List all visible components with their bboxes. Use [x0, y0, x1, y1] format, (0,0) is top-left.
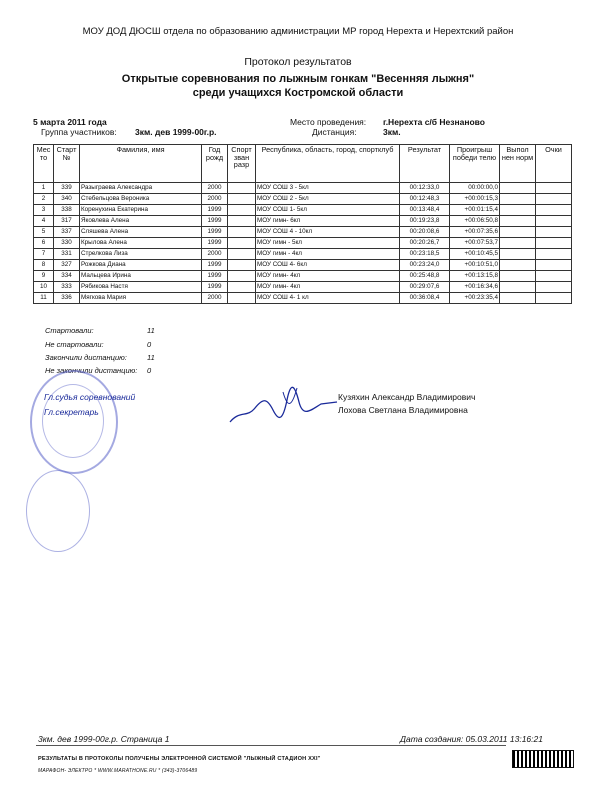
cell-birth-year: 1999 — [202, 271, 228, 282]
cell-sport-rank — [228, 216, 256, 227]
competition-title-line1: Открытые соревнования по лыжным гонкам "Весенняя лыжня" — [121, 73, 475, 85]
cell-club: МОУ СОШ 4 - 10кл — [256, 227, 400, 238]
col-header-club: Республика, область, город, спортклуб — [256, 145, 400, 183]
table-row — [34, 293, 572, 304]
place-label: Место проведения: — [290, 117, 367, 127]
cell-behind-winner: +00:23:35,4 — [450, 293, 500, 304]
cell-name: Рожкова Диана — [80, 260, 202, 271]
organization-line: МОУ ДОД ДЮСШ отдела по образованию администрации МР город Нерехта и Нерехтский район — [82, 26, 514, 37]
cell-place: 1 — [34, 183, 54, 194]
cell-place: 6 — [34, 238, 54, 249]
group-label: Группа участников: — [41, 127, 117, 137]
cell-start-number: 334 — [54, 271, 80, 282]
official-stamp-secondary — [26, 470, 90, 552]
cell-place: 8 — [34, 260, 54, 271]
cell-points — [536, 282, 572, 293]
col-header-start-number: Старт № — [54, 145, 80, 183]
table-row — [34, 282, 572, 293]
cell-club: МОУ гимн - 4кл — [256, 249, 400, 260]
cell-sport-rank — [228, 260, 256, 271]
cell-club: МОУ гимн- 4кл — [256, 282, 400, 293]
cell-result: 00:12:33,0 — [400, 183, 450, 194]
group-value: 3км. дев 1999-00г.р. — [135, 127, 217, 137]
secretary-name: Лохова Светлана Владимировна — [338, 405, 468, 415]
cell-norm — [500, 293, 536, 304]
cell-behind-winner: +00:10:51,0 — [450, 260, 500, 271]
col-header-norm: Выпол нен норм — [500, 145, 536, 183]
cell-norm — [500, 238, 536, 249]
cell-points — [536, 183, 572, 194]
cell-start-number: 340 — [54, 194, 80, 205]
cell-sport-rank — [228, 205, 256, 216]
table-row — [34, 238, 572, 249]
cell-start-number: 317 — [54, 216, 80, 227]
col-header-points: Очки — [536, 145, 572, 183]
cell-place: 10 — [34, 282, 54, 293]
started-label: Стартовали: — [45, 326, 94, 335]
cell-sport-rank — [228, 293, 256, 304]
table-row — [34, 260, 572, 271]
cell-start-number: 331 — [54, 249, 80, 260]
cell-club: МОУ СОШ 2 - 5кл — [256, 194, 400, 205]
cell-start-number: 338 — [54, 205, 80, 216]
cell-sport-rank — [228, 249, 256, 260]
footer-system-line: РЕЗУЛЬТАТЫ В ПРОТОКОЛЫ ПОЛУЧЕНЫ ЭЛЕКТРОННОЙ СИСТЕМОЙ "ЛЫЖНЫЙ СТАДИОН XXI" — [38, 756, 321, 762]
cell-behind-winner: +00:13:15,8 — [450, 271, 500, 282]
cell-behind-winner: +00:01:15,4 — [450, 205, 500, 216]
table-row — [34, 216, 572, 227]
distance-value: 3км. — [383, 127, 401, 137]
cell-points — [536, 216, 572, 227]
col-header-result: Результат — [400, 145, 450, 183]
ski-stadium-logo — [512, 750, 574, 768]
cell-norm — [500, 205, 536, 216]
cell-result: 00:13:48,4 — [400, 205, 450, 216]
cell-name: Стебельцова Вероника — [80, 194, 202, 205]
table-row — [34, 183, 572, 194]
cell-name: Рябикова Настя — [80, 282, 202, 293]
cell-place: 11 — [34, 293, 54, 304]
cell-name: Разыграева Александра — [80, 183, 202, 194]
cell-result: 00:12:48,3 — [400, 194, 450, 205]
cell-name: Коренухина Екатерина — [80, 205, 202, 216]
footer-group-page: 3км. дев 1999-00г.р. Страница 1 — [38, 734, 170, 744]
table-row — [34, 227, 572, 238]
cell-norm — [500, 249, 536, 260]
cell-club: МОУ СОШ 1- 5кл — [256, 205, 400, 216]
cell-sport-rank — [228, 227, 256, 238]
started-value: 11 — [147, 326, 155, 335]
cell-birth-year: 2000 — [202, 194, 228, 205]
cell-place: 5 — [34, 227, 54, 238]
cell-name: Крылова Алена — [80, 238, 202, 249]
footer-divider — [36, 745, 506, 746]
distance-label: Дистанция: — [312, 127, 357, 137]
footer-created-date: Дата создания: 05.03.2011 13:16:21 — [400, 734, 543, 744]
cell-club: МОУ СОШ 3 - 5кл — [256, 183, 400, 194]
cell-norm — [500, 282, 536, 293]
not-finished-label: Не закончили дистанцию: — [45, 366, 138, 375]
cell-norm — [500, 260, 536, 271]
cell-points — [536, 293, 572, 304]
table-row — [34, 194, 572, 205]
cell-norm — [500, 194, 536, 205]
finished-label: Закончили дистанцию: — [45, 353, 127, 362]
cell-behind-winner: +00:00:15,3 — [450, 194, 500, 205]
cell-birth-year: 1999 — [202, 227, 228, 238]
cell-name: Мягкова Мария — [80, 293, 202, 304]
cell-birth-year: 1999 — [202, 282, 228, 293]
cell-sport-rank — [228, 282, 256, 293]
cell-birth-year: 2000 — [202, 183, 228, 194]
cell-behind-winner: +00:16:34,6 — [450, 282, 500, 293]
footer-contact-line: МАРАФОН- ЭЛЕКТРО * WWW.MARATHONE.RU * (343)-3706489 — [38, 768, 198, 774]
cell-result: 00:19:23,8 — [400, 216, 450, 227]
cell-points — [536, 205, 572, 216]
cell-behind-winner: +00:07:35,6 — [450, 227, 500, 238]
handwritten-signature — [225, 380, 345, 430]
place-value: г.Нерехта с/б Незнаново — [383, 117, 485, 127]
cell-start-number: 327 — [54, 260, 80, 271]
cell-place: 7 — [34, 249, 54, 260]
table-row — [34, 249, 572, 260]
cell-birth-year: 1999 — [202, 216, 228, 227]
col-header-place: Мес то — [34, 145, 54, 183]
cell-points — [536, 238, 572, 249]
cell-behind-winner: +00:10:45,5 — [450, 249, 500, 260]
cell-result: 00:23:24,0 — [400, 260, 450, 271]
cell-sport-rank — [228, 194, 256, 205]
cell-result: 00:20:26,7 — [400, 238, 450, 249]
col-header-name: Фамилия, имя — [80, 145, 202, 183]
cell-points — [536, 271, 572, 282]
secretary-label: Гл.секретарь — [44, 407, 99, 417]
cell-place: 2 — [34, 194, 54, 205]
cell-result: 00:23:18,5 — [400, 249, 450, 260]
cell-name: Стрелкова Лиза — [80, 249, 202, 260]
cell-place: 4 — [34, 216, 54, 227]
not-finished-value: 0 — [147, 366, 152, 375]
table-header-row — [34, 145, 572, 183]
cell-sport-rank — [228, 271, 256, 282]
cell-birth-year: 1999 — [202, 238, 228, 249]
cell-norm — [500, 227, 536, 238]
cell-start-number: 330 — [54, 238, 80, 249]
cell-birth-year: 2000 — [202, 249, 228, 260]
cell-club: МОУ гимн- 6кл — [256, 216, 400, 227]
cell-club: МОУ гимн - 5кл — [256, 238, 400, 249]
cell-club: МОУ СОШ 4- 1 кл — [256, 293, 400, 304]
table-row — [34, 205, 572, 216]
competition-title-line2: среди учащихся Костромской области — [192, 87, 404, 99]
table-row — [34, 271, 572, 282]
cell-behind-winner: 00:00:00,0 — [450, 183, 500, 194]
chief-judge-name: Кузяхин Александр Владимирович — [338, 392, 476, 402]
cell-norm — [500, 183, 536, 194]
cell-points — [536, 227, 572, 238]
protocol-title: Протокол результатов — [244, 56, 352, 68]
cell-points — [536, 249, 572, 260]
cell-result: 00:20:08,6 — [400, 227, 450, 238]
cell-points — [536, 194, 572, 205]
col-header-sport-rank: Спорт зван разр — [228, 145, 256, 183]
cell-norm — [500, 216, 536, 227]
cell-birth-year: 1999 — [202, 260, 228, 271]
cell-behind-winner: +00:06:50,8 — [450, 216, 500, 227]
cell-club: МОУ гимн- 4кл — [256, 271, 400, 282]
cell-behind-winner: +00:07:53,7 — [450, 238, 500, 249]
col-header-birth-year: Год рожд — [202, 145, 228, 183]
not-started-label: Не стартовали: — [45, 340, 104, 349]
cell-name: Яковлева Алена — [80, 216, 202, 227]
cell-name: Сляшева Алена — [80, 227, 202, 238]
cell-sport-rank — [228, 238, 256, 249]
finished-value: 11 — [147, 353, 155, 362]
cell-club: МОУ СОШ 4- 6кл — [256, 260, 400, 271]
chief-judge-label: Гл.судья соревнований — [44, 392, 136, 402]
cell-start-number: 339 — [54, 183, 80, 194]
cell-start-number: 333 — [54, 282, 80, 293]
not-started-value: 0 — [147, 340, 152, 349]
results-table — [33, 144, 572, 304]
cell-name: Мальцева Ирина — [80, 271, 202, 282]
cell-birth-year: 2000 — [202, 293, 228, 304]
cell-start-number: 336 — [54, 293, 80, 304]
cell-sport-rank — [228, 183, 256, 194]
col-header-behind-winner: Проигрыш победи телю — [450, 145, 500, 183]
cell-points — [536, 260, 572, 271]
cell-result: 00:25:48,8 — [400, 271, 450, 282]
cell-birth-year: 1999 — [202, 205, 228, 216]
cell-place: 3 — [34, 205, 54, 216]
cell-place: 9 — [34, 271, 54, 282]
cell-result: 00:29:07,6 — [400, 282, 450, 293]
cell-norm — [500, 271, 536, 282]
cell-start-number: 337 — [54, 227, 80, 238]
cell-result: 00:36:08,4 — [400, 293, 450, 304]
competition-date: 5 марта 2011 года — [33, 117, 107, 127]
